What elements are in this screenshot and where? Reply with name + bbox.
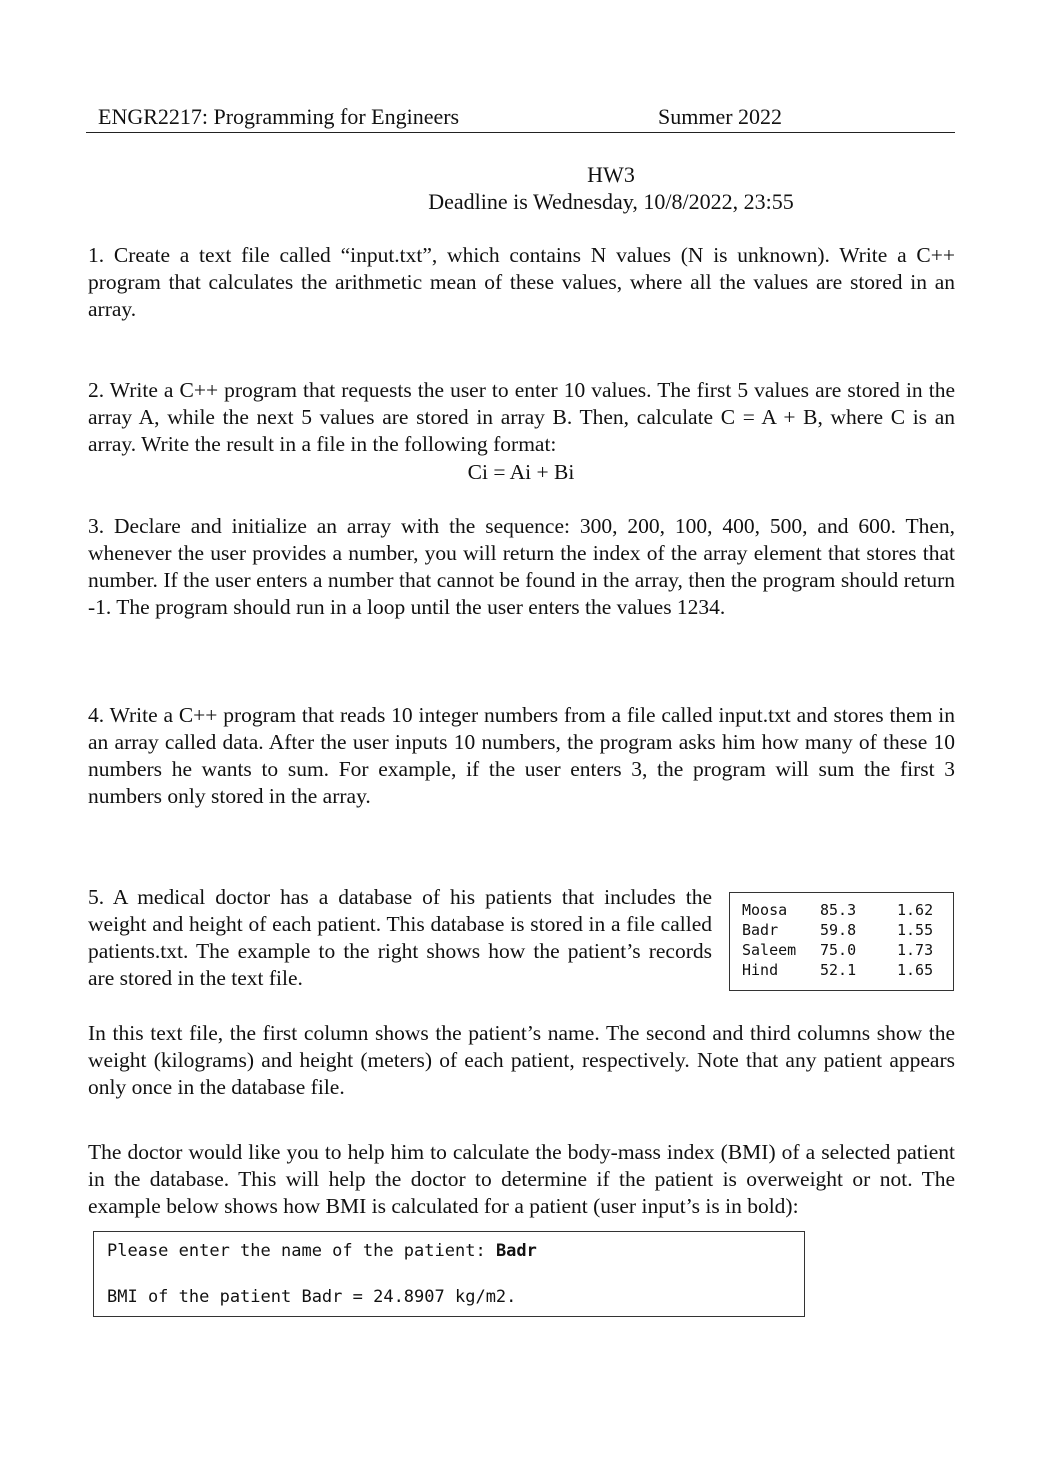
patients-file-example	[729, 892, 954, 991]
console-prompt-line	[107, 1241, 537, 1261]
question-5-intro: 5. A medical doctor has a database of his patients that includes the weight and height of each patient. This database is stored in a file called patients.txt. The example to the right shows how the patient’s records are stored in the text file.	[88, 885, 712, 990]
course-title: ENGR2217: Programming for Engineers	[98, 104, 460, 129]
patient-row	[730, 921, 953, 941]
patient-name: Moosa	[742, 901, 788, 919]
console-example	[93, 1231, 805, 1317]
question-3: 3. Declare and initialize an array with the sequence: 300, 200, 100, 400, 500, and 600. Then, whenever the user provides a number, you will return the index of the array element that stores that number. If the user enters a number that cannot be found in the array, then the program should return -1. The program should run in a loop until the user enters the values 1234.	[88, 514, 955, 619]
patient-weight: 59.8	[820, 921, 857, 939]
page-header	[86, 104, 955, 133]
patient-weight: 75.0	[820, 941, 857, 959]
patient-height: 1.65	[897, 961, 934, 979]
homework-title: HW3	[587, 162, 635, 187]
patient-name: Saleem	[742, 941, 797, 959]
question-2: 2. Write a C++ program that requests the user to enter 10 values. The first 5 values are stored in the array A, while the next 5 values are stored in array B. Then, calculate C = A + B, where C is an array. Write the result in a file in the following format:	[88, 378, 955, 456]
patient-name: Hind	[742, 961, 779, 979]
term-label: Summer 2022	[658, 104, 783, 129]
console-user-input: Badr	[495, 1241, 537, 1261]
question-2-formula: Ci = Ai + Bi	[467, 460, 575, 484]
question-4: 4. Write a C++ program that reads 10 integer numbers from a file called input.txt and stores them in an array called data. After the user inputs 10 numbers, the program asks him how many of these 10 numbers he wants to sum. For example, if the user enters 3, the program will sum the first 3 numbers only stored in the array.	[88, 703, 955, 808]
question-5-bmi: The doctor would like you to help him to calculate the body-mass index (BMI) of a selected patient in the database. This will help the doctor to determine if the patient is overweight or not. The example below shows how BMI is calculated for a patient (user input’s is in bold):	[88, 1140, 955, 1218]
patient-row	[730, 961, 953, 981]
patient-name: Badr	[742, 921, 779, 939]
deadline-text: Deadline is Wednesday, 10/8/2022, 23:55	[428, 189, 794, 214]
patient-row	[730, 901, 953, 921]
patient-row	[730, 941, 953, 961]
console-output-line: BMI of the patient Badr = 24.8907 kg/m2.	[107, 1287, 517, 1307]
question-1: 1. Create a text file called “input.txt”, which contains N values (N is unknown). Write a C++ program that calculates the arithmetic mean of these values, where all the values are stored in an array.	[88, 243, 955, 321]
question-5-columns: In this text file, the first column shows the patient’s name. The second and third columns show the weight (kilograms) and height (meters) of each patient, respectively. Note that any patient appears only once in the database file.	[88, 1021, 955, 1099]
patient-height: 1.62	[897, 901, 934, 919]
patient-weight: 52.1	[820, 961, 857, 979]
patient-height: 1.55	[897, 921, 934, 939]
patient-weight: 85.3	[820, 901, 857, 919]
patient-height: 1.73	[897, 941, 934, 959]
console-prompt: Please enter the name of the patient:	[107, 1241, 496, 1261]
